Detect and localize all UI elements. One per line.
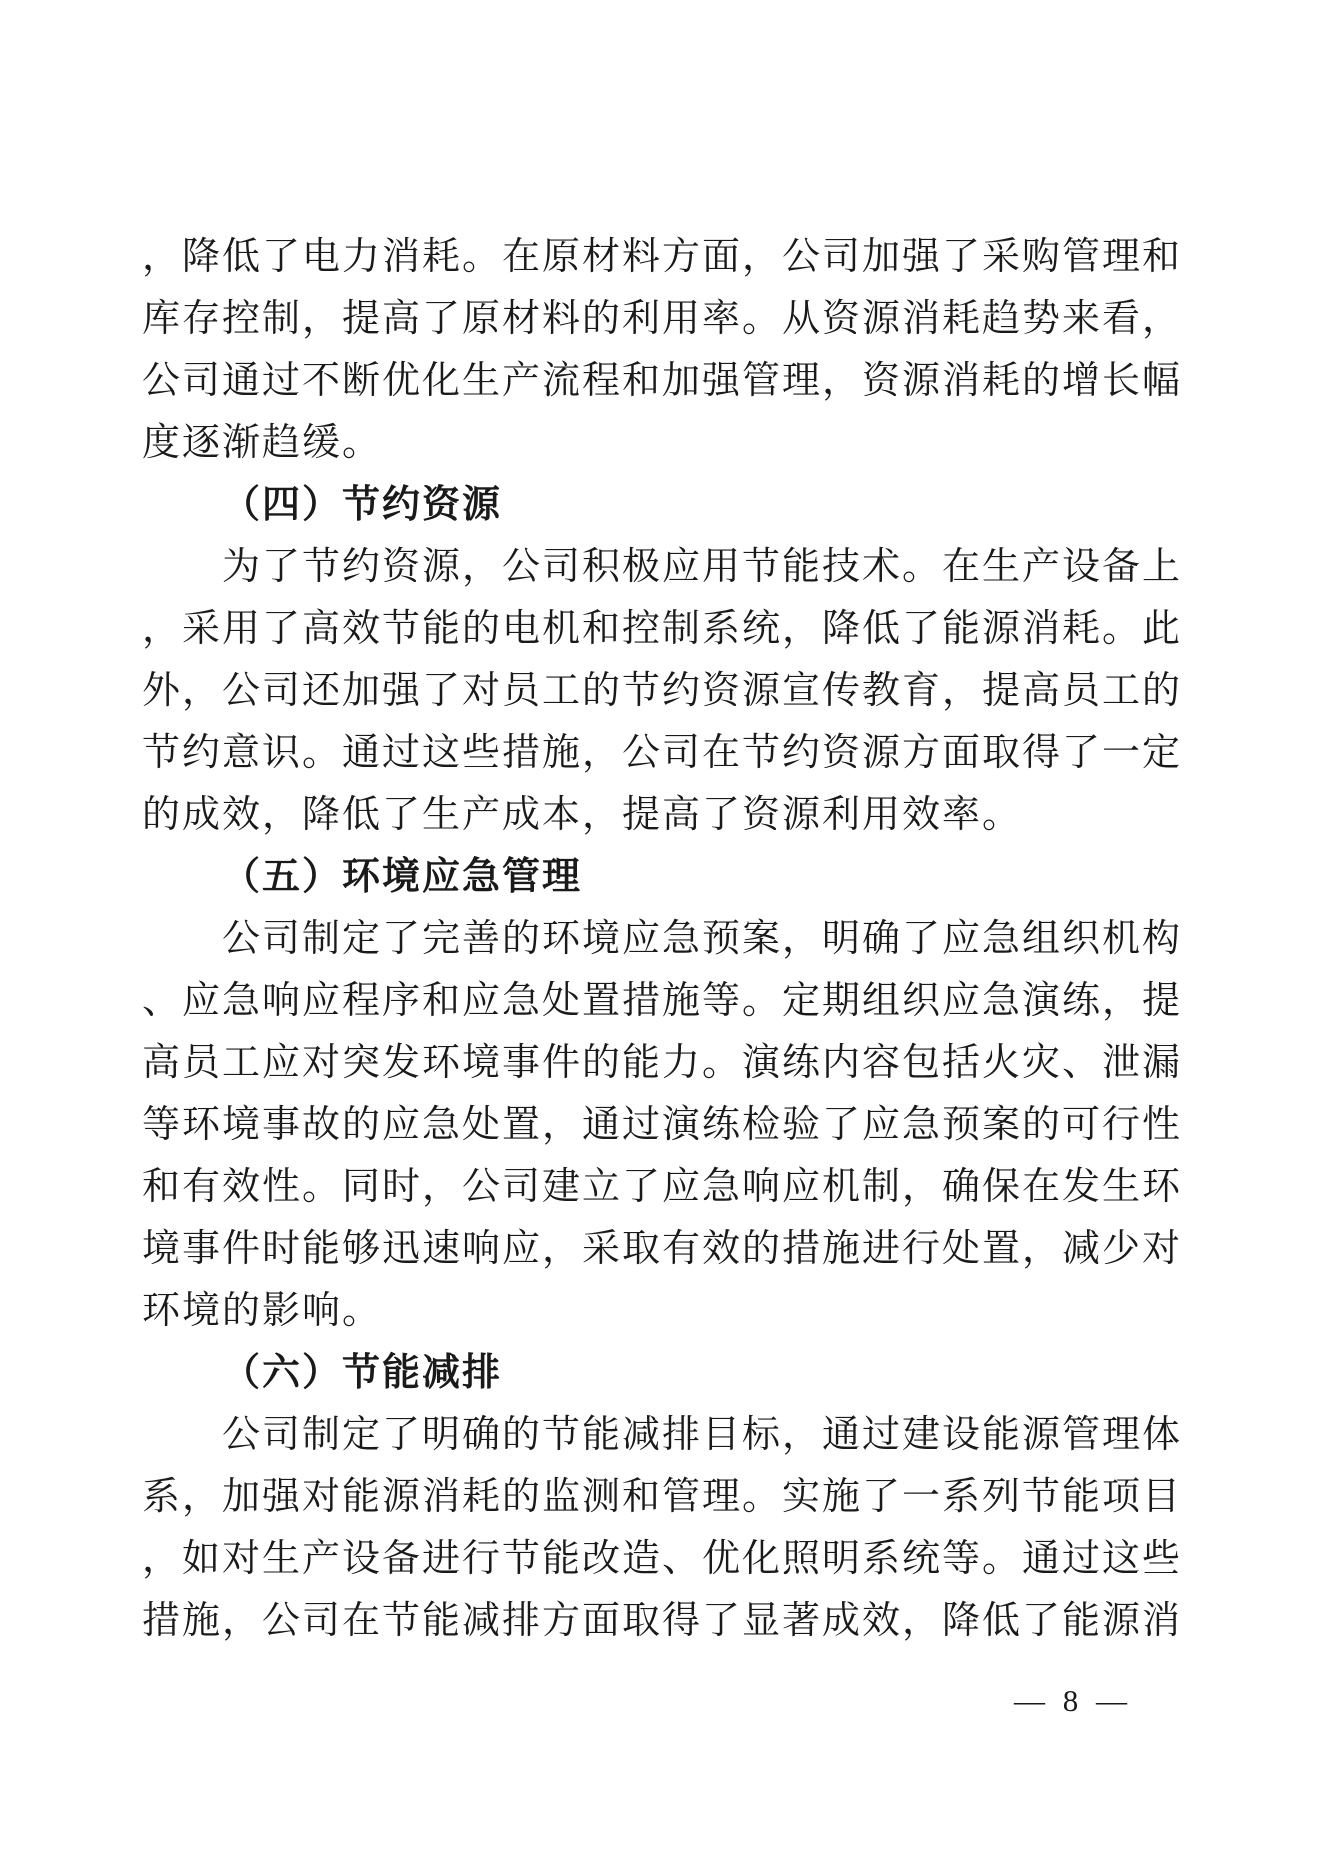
text-line: 公司制定了完善的环境应急预案，明确了应急组织机构 [222, 918, 1183, 960]
document-body [142, 226, 1185, 1652]
text-line: 公司制定了明确的节能减排目标，通过建设能源管理体 [222, 1414, 1183, 1456]
text-line: ，降低了电力消耗。在原材料方面，公司加强了采购管理和 [142, 236, 1183, 278]
text-line: ，采用了高效节能的电机和控制系统，降低了能源消耗。此 [142, 608, 1183, 650]
text-line: 、应急响应程序和应急处置措施等。定期组织应急演练，提 [142, 980, 1183, 1022]
text-line: 库存控制，提高了原材料的利用率。从资源消耗趋势来看， [142, 298, 1183, 340]
section-heading: （六）节能减排 [222, 1352, 503, 1394]
text-line: 和有效性。同时，公司建立了应急响应机制，确保在发生环 [142, 1166, 1183, 1208]
text-line: 境事件时能够迅速响应，采取有效的措施进行处置，减少对 [142, 1228, 1183, 1270]
page-number: — 8 — [1014, 1683, 1132, 1718]
text-line: 系，加强对能源消耗的监测和管理。实施了一系列节能项目 [142, 1476, 1183, 1518]
text-line: 措施，公司在节能减排方面取得了显著成效，降低了能源消 [142, 1600, 1183, 1642]
text-line: 为了节约资源，公司积极应用节能技术。在生产设备上 [222, 546, 1183, 588]
text-line: 环境的影响。 [142, 1290, 383, 1332]
text-line: 高员工应对突发环境事件的能力。演练内容包括火灾、泄漏 [142, 1042, 1183, 1084]
text-line: 节约意识。通过这些措施，公司在节约资源方面取得了一定 [142, 732, 1183, 774]
section-heading: （四）节约资源 [222, 484, 503, 526]
text-line: 的成效，降低了生产成本，提高了资源利用效率。 [142, 794, 1023, 836]
section-heading: （五）环境应急管理 [222, 856, 583, 898]
text-line: ，如对生产设备进行节能改造、优化照明系统等。通过这些 [142, 1538, 1183, 1580]
text-line: 公司通过不断优化生产流程和加强管理，资源消耗的增长幅 [142, 360, 1183, 402]
text-line: 度逐渐趋缓。 [142, 422, 383, 464]
text-line: 外，公司还加强了对员工的节约资源宣传教育，提高员工的 [142, 670, 1183, 712]
page-footer [1014, 1672, 1132, 1730]
text-line: 等环境事故的应急处置，通过演练检验了应急预案的可行性 [142, 1104, 1183, 1146]
